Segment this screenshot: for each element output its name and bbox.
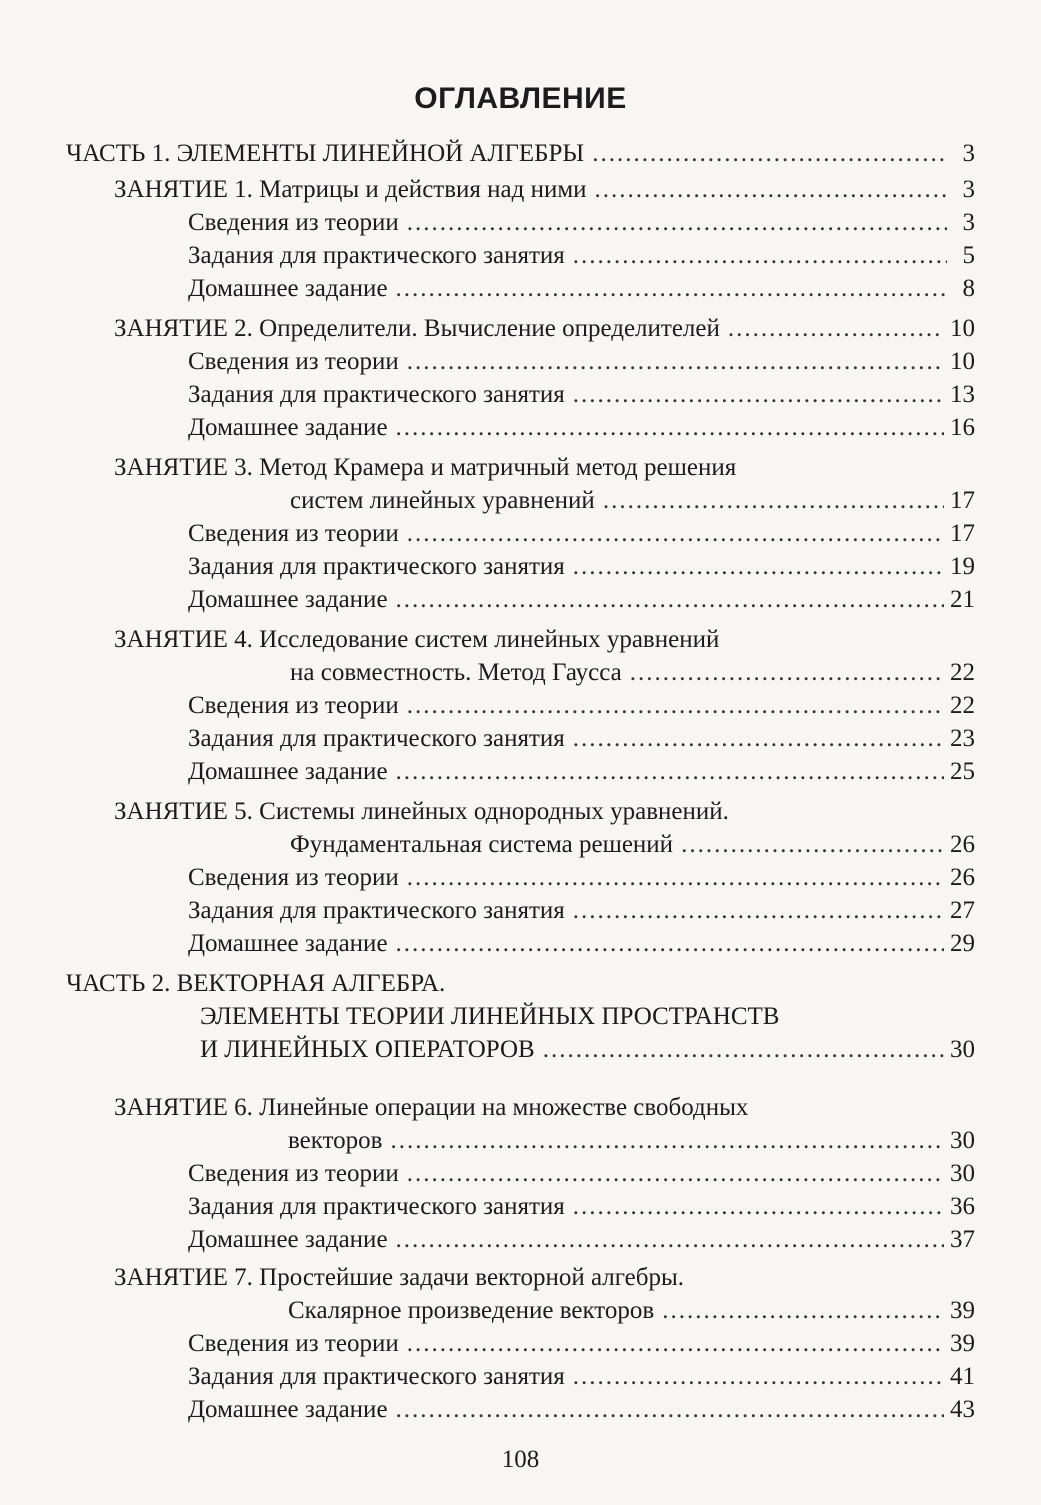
- dot-leader: [407, 690, 944, 722]
- toc-entry: [200, 1034, 975, 1066]
- dot-leader: [396, 756, 944, 788]
- toc-entry-title: Домашнее задание: [188, 586, 388, 613]
- toc-entry-title: Домашнее задание: [188, 275, 388, 302]
- toc-entry-title: Сведения из теории: [188, 1330, 399, 1357]
- toc-entry-page: 3: [962, 140, 975, 167]
- toc-entry-title: Сведения из теории: [188, 209, 399, 236]
- dot-leader: [573, 379, 944, 411]
- toc-entry-page: 3: [962, 209, 975, 236]
- toc-entry-title: Задания для практического занятия: [188, 553, 565, 580]
- toc-entry-page: 5: [962, 242, 975, 269]
- toc-entry: [188, 412, 975, 444]
- dot-leader: [573, 1191, 944, 1223]
- toc-entry: [114, 452, 975, 484]
- dot-leader: [407, 1328, 944, 1360]
- toc-entry-title: Домашнее задание: [188, 414, 388, 441]
- toc-entry-page: 22: [950, 659, 975, 686]
- dot-leader: [390, 1125, 944, 1157]
- dot-leader: [407, 862, 944, 894]
- dot-leader: [573, 240, 947, 272]
- toc-entry-page: 26: [950, 831, 975, 858]
- page-number: 108: [501, 1446, 540, 1473]
- toc-entry-page: 27: [950, 897, 975, 924]
- toc-entry: [188, 928, 975, 960]
- toc-entry: [188, 1394, 975, 1426]
- dot-leader: [396, 584, 944, 616]
- toc-entry: [66, 968, 975, 1000]
- toc-entry-page: 37: [950, 1226, 975, 1253]
- toc-entry-title: Задания для практического занятия: [188, 381, 565, 408]
- toc-entry-page: 19: [950, 553, 975, 580]
- toc-entry-title: Задания для практического занятия: [188, 897, 565, 924]
- toc-entry: [188, 756, 975, 788]
- toc-entry: [114, 1262, 975, 1294]
- toc-entry: [114, 174, 975, 206]
- toc-entry-page: 16: [950, 414, 975, 441]
- toc-entry-title: Домашнее задание: [188, 930, 388, 957]
- dot-leader: [543, 1034, 944, 1066]
- dot-leader: [592, 138, 947, 170]
- toc-entry-title: ЗАНЯТИЕ 7. Простейшие задачи векторной алгебры.: [114, 1264, 685, 1291]
- toc-entry-page: 30: [950, 1160, 975, 1187]
- toc-entry-title: ЗАНЯТИЕ 1. Матрицы и действия над ними: [114, 176, 587, 203]
- toc-entry-title: Скалярное произведение векторов: [288, 1297, 655, 1324]
- toc-entry: [290, 829, 975, 861]
- toc-entry-title: Сведения из теории: [188, 520, 399, 547]
- page-title: ОГЛАВЛЕНИЕ: [414, 82, 627, 115]
- dot-leader: [728, 313, 944, 345]
- toc-entry-title: ЗАНЯТИЕ 6. Линейные операции на множестве свободных: [114, 1094, 749, 1121]
- toc-entry-page: 23: [950, 725, 975, 752]
- toc-entry: [188, 1224, 975, 1256]
- dot-leader: [573, 1361, 944, 1393]
- toc-entry: [188, 551, 975, 583]
- toc-entry-title: ЧАСТЬ 1. ЭЛЕМЕНТЫ ЛИНЕЙНОЙ АЛГЕБРЫ: [66, 140, 585, 167]
- toc-entry-title: ЭЛЕМЕНТЫ ТЕОРИИ ЛИНЕЙНЫХ ПРОСТРАНСТВ: [200, 1003, 780, 1030]
- toc-entry: [188, 346, 975, 378]
- toc-entry-title: Задания для практического занятия: [188, 1193, 565, 1220]
- toc-entry: [290, 657, 975, 689]
- toc-entry-title: Домашнее задание: [188, 1226, 388, 1253]
- toc-entry-page: 39: [950, 1297, 975, 1324]
- dot-leader: [407, 346, 944, 378]
- toc-entry-title: на совместность. Метод Гаусса: [290, 659, 622, 686]
- toc-entry-page: 29: [950, 930, 975, 957]
- toc-entry: [188, 862, 975, 894]
- toc-entry: [200, 1001, 975, 1033]
- toc-entry-page: 13: [950, 381, 975, 408]
- toc-entry-page: 43: [950, 1396, 975, 1423]
- toc-entry: [188, 518, 975, 550]
- toc-entry: [114, 624, 975, 656]
- toc-entry: [114, 313, 975, 345]
- toc-entry-title: Задания для практического занятия: [188, 725, 565, 752]
- toc-entry: [188, 273, 975, 305]
- dot-leader: [595, 174, 947, 206]
- dot-leader: [662, 1295, 944, 1327]
- toc-entry-page: 36: [950, 1193, 975, 1220]
- dot-leader: [396, 1394, 944, 1426]
- toc-entry-page: 26: [950, 864, 975, 891]
- toc-entry-title: Задания для практического занятия: [188, 242, 565, 269]
- toc-entry: [188, 379, 975, 411]
- toc-entry: [188, 584, 975, 616]
- toc-entry-title: Сведения из теории: [188, 1160, 399, 1187]
- toc-entry-page: 39: [950, 1330, 975, 1357]
- toc-entry-page: 17: [950, 487, 975, 514]
- toc-entry: [188, 240, 975, 272]
- toc-entry-title: ЗАНЯТИЕ 3. Метод Крамера и матричный метод решения: [114, 454, 737, 481]
- toc-entry-page: 10: [950, 315, 975, 342]
- toc-entry-title: Сведения из теории: [188, 864, 399, 891]
- dot-leader: [396, 928, 944, 960]
- toc-entry: [188, 1158, 975, 1190]
- toc-entry: [66, 138, 975, 170]
- dot-leader: [573, 551, 944, 583]
- toc-entry: [188, 1328, 975, 1360]
- dot-leader: [407, 518, 944, 550]
- toc-entry: [188, 207, 975, 239]
- toc-entry-title: И ЛИНЕЙНЫХ ОПЕРАТОРОВ: [200, 1036, 535, 1063]
- toc-entry-page: 22: [950, 692, 975, 719]
- toc-entry-title: векторов: [288, 1127, 383, 1154]
- dot-leader: [630, 657, 944, 689]
- toc-entry-title: Сведения из теории: [188, 348, 399, 375]
- toc-entry-title: Сведения из теории: [188, 692, 399, 719]
- toc-entry: [114, 796, 975, 828]
- toc-entry-page: 30: [950, 1127, 975, 1154]
- toc-entry: [188, 690, 975, 722]
- dot-leader: [407, 207, 947, 239]
- toc-entry: [188, 1191, 975, 1223]
- dot-leader: [407, 1158, 944, 1190]
- toc-entry-page: 30: [950, 1036, 975, 1063]
- toc-entry: [288, 1125, 975, 1157]
- dot-leader: [681, 829, 944, 861]
- toc-entry-page: 41: [950, 1363, 975, 1390]
- toc-entry-page: 17: [950, 520, 975, 547]
- toc-entry: [188, 1361, 975, 1393]
- toc-entry-page: 21: [950, 586, 975, 613]
- toc-entry: [290, 485, 975, 517]
- toc-entry-title: ЗАНЯТИЕ 2. Определители. Вычисление определителей: [114, 315, 720, 342]
- toc-entry-title: Домашнее задание: [188, 758, 388, 785]
- dot-leader: [573, 895, 944, 927]
- toc-entry-title: ЗАНЯТИЕ 4. Исследование систем линейных уравнений: [114, 626, 720, 653]
- toc-entry-title: систем линейных уравнений: [290, 487, 595, 514]
- toc-entry: [288, 1295, 975, 1327]
- dot-leader: [396, 1224, 944, 1256]
- toc-entry: [188, 895, 975, 927]
- toc-entry-title: ЗАНЯТИЕ 5. Системы линейных однородных уравнений.: [114, 798, 729, 825]
- toc-entry-page: 10: [950, 348, 975, 375]
- dot-leader: [603, 485, 944, 517]
- dot-leader: [396, 273, 947, 305]
- toc-entry-page: 8: [962, 275, 975, 302]
- toc-entry-title: Фундаментальная система решений: [290, 831, 674, 858]
- toc-entry-title: ЧАСТЬ 2. ВЕКТОРНАЯ АЛГЕБРА.: [66, 970, 446, 997]
- toc-entry-title: Домашнее задание: [188, 1396, 388, 1423]
- toc-entry-title: Задания для практического занятия: [188, 1363, 565, 1390]
- dot-leader: [396, 412, 944, 444]
- toc-entry: [188, 723, 975, 755]
- dot-leader: [573, 723, 944, 755]
- toc-entry-page: 3: [962, 176, 975, 203]
- toc-entry: [114, 1092, 975, 1124]
- toc-entry-page: 25: [950, 758, 975, 785]
